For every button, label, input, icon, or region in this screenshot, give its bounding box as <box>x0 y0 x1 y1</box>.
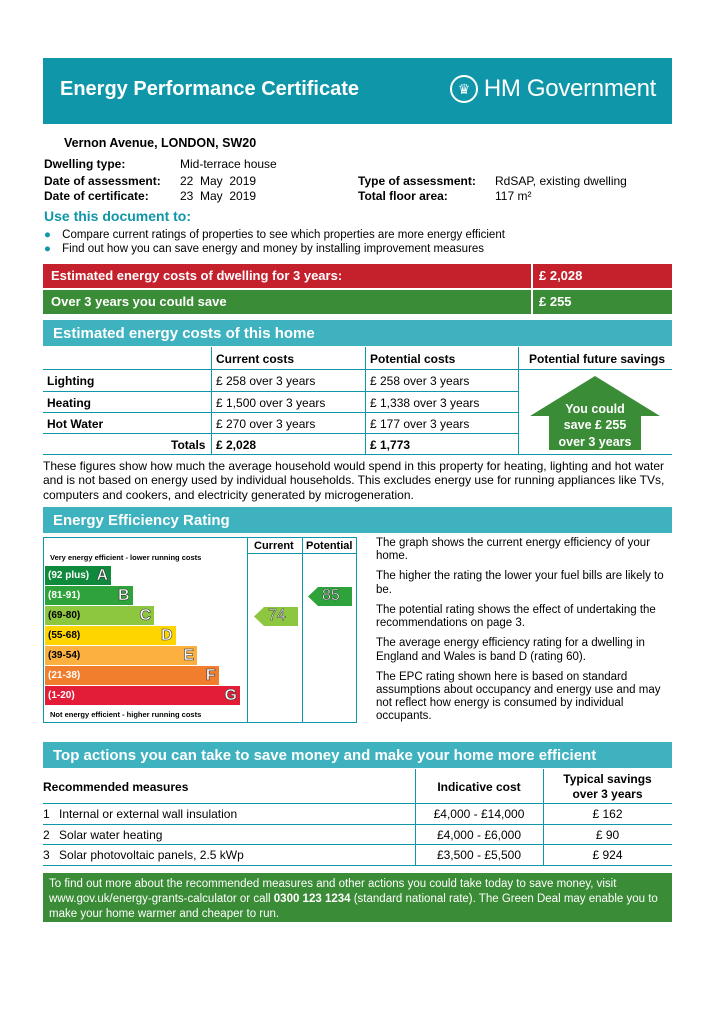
divider <box>43 433 518 434</box>
row-lighting-label: Lighting <box>47 374 95 388</box>
bullet-dot-icon: ● <box>44 243 51 255</box>
rating-chart <box>43 537 357 723</box>
band-letter: F <box>205 666 216 684</box>
measure-row-3 <box>43 848 244 862</box>
use-bullet-2 <box>44 243 484 255</box>
use-bullet-text: Find out how you can save energy and money by installing improvement measures <box>62 243 485 255</box>
rating-paragraph: The graph shows the current energy efficiency of your home. <box>376 537 651 563</box>
save-label: Over 3 years you could save <box>51 294 227 309</box>
row-hotwater-current: £ 270 over 3 years <box>216 417 316 431</box>
hm-government-text: HM Government <box>483 75 656 102</box>
rating-paragraph: The EPC rating shown here is based on standard assumptions about occupancy and energy use and may not reflect how energy is consumed by individual occupants. <box>376 670 661 723</box>
divider <box>43 824 672 825</box>
floor-area-label: Total floor area: <box>358 189 448 203</box>
row-heating-potential: £ 1,338 over 3 years <box>370 396 480 410</box>
footer-text-a: To find out more about the recommended measures and other actions you could take today to save money, visit www.gov.uk/energy-grants-calculator or call <box>49 878 617 905</box>
use-bullet-text: Compare current ratings of properties to see which properties are more energy efficient <box>62 229 505 241</box>
band-letter: E <box>183 646 194 664</box>
col-typical-savings-line1: Typical savings <box>563 772 652 786</box>
footer-text-b: (standard national rate). The Green Deal may enable you to make your home warmer and cheaper to run. <box>49 892 658 920</box>
save-value-box <box>533 290 672 314</box>
divider <box>518 347 519 454</box>
rating-band-f <box>45 666 219 685</box>
arrow-line-1: You could <box>565 402 625 416</box>
divider <box>43 391 518 392</box>
dwelling-type-value: Mid-terrace house <box>180 157 277 171</box>
footer-phone: 0300 123 1234 <box>273 892 351 905</box>
divider <box>211 347 212 454</box>
use-heading: Use this document to: <box>44 208 192 224</box>
measure-saving: £ 162 <box>592 807 623 821</box>
band-range: (1-20) <box>48 690 75 701</box>
measure-row-2 <box>43 828 162 842</box>
row-hotwater-label: Hot Water <box>47 417 104 431</box>
band-range: (92 plus) <box>48 570 90 581</box>
dwelling-type-label: Dwelling type: <box>44 157 126 171</box>
col-indicative-cost: Indicative cost <box>437 780 521 794</box>
rating-col-current: Current <box>254 540 294 552</box>
estimated-cost-bar <box>43 264 531 288</box>
band-range: (69-80) <box>48 610 81 621</box>
measure-cost: £4,000 - £6,000 <box>436 828 522 842</box>
col-future-savings: Potential future savings <box>529 352 666 366</box>
row-heating-current: £ 1,500 over 3 years <box>216 396 326 410</box>
band-range: (81-91) <box>48 590 81 601</box>
floor-area-value: 117 m² <box>495 189 532 203</box>
measure-name: Solar water heating <box>59 828 163 842</box>
band-range: (21-38) <box>48 670 81 681</box>
row-lighting-current: £ 258 over 3 years <box>216 374 316 388</box>
totals-potential: £ 1,773 <box>370 438 411 452</box>
row-hotwater-potential: £ 177 over 3 years <box>370 417 470 431</box>
measure-saving: £ 90 <box>595 828 620 842</box>
assessment-date-label: Date of assessment: <box>44 174 161 188</box>
rating-col-potential: Potential <box>306 540 353 552</box>
measure-saving: £ 924 <box>592 848 623 862</box>
measure-number: 1 <box>43 807 50 821</box>
divider <box>43 865 672 866</box>
divider <box>43 803 672 804</box>
measure-number: 3 <box>43 848 50 862</box>
assessment-type-label: Type of assessment: <box>358 174 476 188</box>
totals-label: Totals <box>171 438 206 452</box>
col-potential-costs: Potential costs <box>370 352 456 366</box>
divider <box>43 454 672 455</box>
rating-band-a <box>45 566 111 585</box>
current-rating-value: 74 <box>268 606 286 624</box>
potential-rating-value: 85 <box>322 587 340 605</box>
band-letter: G <box>224 686 237 704</box>
costs-section-heading: Estimated energy costs of this home <box>43 320 672 346</box>
measure-name: Solar photovoltaic panels, 2.5 kWp <box>59 848 244 862</box>
col-current-costs: Current costs <box>216 352 295 366</box>
divider <box>365 347 366 454</box>
savings-arrow-text <box>549 401 641 450</box>
arrow-line-3: over 3 years <box>558 434 632 449</box>
divider <box>43 369 518 370</box>
estimated-cost-value-box <box>533 264 672 288</box>
divider <box>43 412 518 413</box>
row-heating-label: Heating <box>47 396 92 410</box>
rating-band-g <box>45 686 240 705</box>
rating-band-b <box>45 586 133 605</box>
col-typical-savings <box>543 772 672 802</box>
rating-bottom-note: Not energy efficient - higher running costs <box>50 710 202 719</box>
col-recommended-measures: Recommended measures <box>43 780 189 794</box>
band-letter: A <box>96 566 108 584</box>
measure-name: Internal or external wall insulation <box>59 807 238 821</box>
actions-table <box>43 769 672 866</box>
estimated-cost-label: Estimated energy costs of dwelling for 3 years: <box>51 268 343 283</box>
divider <box>43 844 672 845</box>
row-lighting-potential: £ 258 over 3 years <box>370 374 470 388</box>
band-range: (39-54) <box>48 650 81 661</box>
assessment-date-value: 22 May 2019 <box>180 174 257 188</box>
measure-cost: £3,500 - £5,500 <box>436 848 522 862</box>
rating-explanations <box>376 537 672 724</box>
divider <box>518 369 672 370</box>
rating-section-heading: Energy Efficiency Rating <box>43 507 672 533</box>
divider <box>247 553 357 554</box>
costs-table <box>43 347 672 455</box>
rating-band-c <box>45 606 154 625</box>
assessment-type-value: RdSAP, existing dwelling <box>495 174 627 188</box>
hm-government-logo <box>450 75 656 103</box>
arrow-line-2: save £ 255 <box>563 418 627 433</box>
property-address: Vernon Avenue, LONDON, SW20 <box>64 136 257 150</box>
divider <box>247 538 248 723</box>
royal-crest-icon: ♛ <box>450 75 478 103</box>
certificate-date-value: 23 May 2019 <box>180 189 257 203</box>
rating-band-d <box>45 626 176 645</box>
use-bullet-1 <box>44 229 505 241</box>
totals-current: £ 2,028 <box>216 438 257 452</box>
rating-paragraph: The potential rating shows the effect of undertaking the recommendations on page 3. <box>376 603 656 630</box>
band-letter: D <box>160 626 173 644</box>
band-letter: C <box>139 606 151 624</box>
divider <box>302 538 303 723</box>
costs-note: These figures show how much the average household would spend in this property for heating, lighting and hot water and is not based on energy used by individual households. This excludes energy use for running appliances like TVs, computers and cookers, and electricity generated by microgeneration. <box>43 459 665 502</box>
rating-top-note: Very energy efficient - lower running costs <box>50 553 202 562</box>
estimated-cost-value: £ 2,028 <box>539 268 583 283</box>
current-rating-arrow <box>254 607 298 626</box>
measure-row-1 <box>43 807 237 821</box>
page-title: Energy Performance Certificate <box>60 78 360 100</box>
bullet-dot-icon: ● <box>44 229 51 241</box>
rating-paragraph: The higher the rating the lower your fuel bills are likely to be. <box>376 570 664 596</box>
actions-section-heading: Top actions you can take to save money and make your home more efficient <box>43 742 672 768</box>
measure-cost: £4,000 - £14,000 <box>433 807 525 821</box>
band-letter: B <box>117 586 130 604</box>
measure-number: 2 <box>43 828 50 842</box>
rating-band-e <box>45 646 197 665</box>
potential-rating-arrow <box>308 587 352 606</box>
header-banner <box>43 58 672 124</box>
certificate-date-label: Date of certificate: <box>44 189 149 203</box>
rating-paragraph: The average energy efficiency rating for a dwelling in England and Wales is band D (rating 60). <box>376 637 645 663</box>
actions-footer <box>43 873 672 922</box>
save-bar <box>43 290 531 314</box>
save-value: £ 255 <box>539 294 572 309</box>
band-range: (55-68) <box>48 630 81 641</box>
col-typical-savings-line2: over 3 years <box>572 787 643 801</box>
